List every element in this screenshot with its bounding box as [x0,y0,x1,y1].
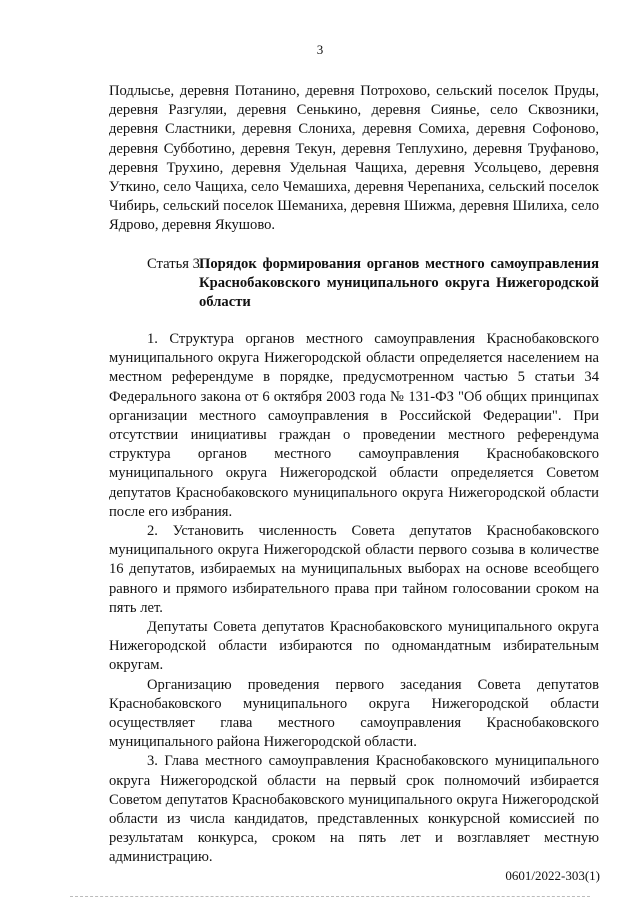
article-title: Порядок формирования органов местного самоуправления Краснобаковского муниципального округа Нижегородской области [199,256,599,311]
paragraph-council-size: 2. Установить численность Совета депутатов Краснобаковского муниципального округа Нижегородской области первого созыва в количестве 16 депутатов, избираемых на муниципальных выборах на основе всеобщего равного и прямого избирательного права при тайном голосовании сроком на пять лет. [109,523,599,616]
intro-paragraph: Подлысье, деревня Потанино, деревня Потрохово, сельский поселок Пруды, деревня Разгуляи, деревня Сенькино, деревня Сиянье, село Сквозники, деревня Сластники, деревня Слониха, деревня Сомиха, деревня Софоново, деревня Субботино, деревня Текун, деревня Теплухино, деревня Труфаново, деревня Трухино, деревня Удельная Чащиха, деревня Усольцево, деревня Уткино, село Чащиха, село Чемашиха, деревня Черепаниха, сельский поселок Чибирь, сельский поселок Шеманиха, деревня Шижма, деревня Шилиха, село Ядрово, деревня Якушово. [109,83,599,234]
article-heading [147,255,599,313]
paragraph-deputies-election: Депутаты Совета депутатов Краснобаковского муниципального округа Нижегородской области избираются по одномандатным избирательным округам. [109,619,599,674]
article-number: Статья 3. [147,256,204,272]
article-body [109,330,599,868]
paragraph-first-session: Организацию проведения первого заседания Совета депутатов Краснобаковского муниципального округа Нижегородской области осуществляет глава местного самоуправления Краснобаковского муниципального района Нижегородской области. [109,676,599,751]
paragraph-structure: 1. Структура органов местного самоуправления Краснобаковского муниципального округа Нижегородской области определяется населением на местном референдуме в порядке, предусмотренном частью 5 статьи 34 Федерального закона от 6 октября 2003 года № 131-ФЗ "Об общих принципах организации местного самоуправления в Российской Федерации". При отсутствии инициативы граждан о проведении местного референдума структура органов местного самоуправления Краснобаковского муниципального округа Нижегородской области определяется Советом депутатов Краснобаковского муниципального округа Нижегородской области после его избрания. [109,331,599,520]
document-code: 0601/2022-303(1) [505,868,600,883]
paragraph-head-election: 3. Глава местного самоуправления Краснобаковского муниципального округа Нижегородской области на первый срок полномочий избирается Советом депутатов Краснобаковского муниципального округа Нижегородской области из числа кандидатов, представленных конкурсной комиссией по результатам конкурса, сроком на пять лет и возглавляет местную администрацию. [109,753,599,866]
bottom-divider [70,896,590,897]
page-number: 3 [316,42,324,57]
